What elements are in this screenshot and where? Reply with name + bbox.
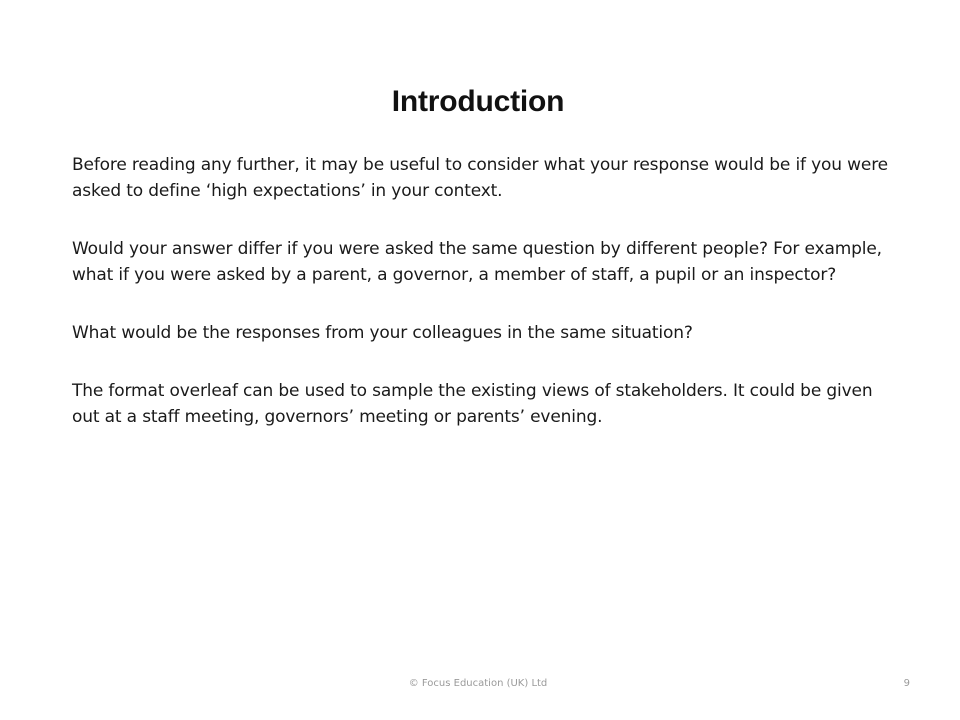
paragraph-format-overleaf: The format overleaf can be used to sample the existing views of stakeholders. It could be given out at a staff meeting, governors’ meeting or parents’ evening. [72,381,873,427]
copyright-footer: © Focus Education (UK) Ltd [408,678,548,689]
page-number: 9 [903,678,910,689]
page-title: Introduction [391,85,565,119]
paragraph-different-people: Would your answer differ if you were asked the same question by different people? For example, what if you were asked by a parent, a governor, a member of staff, a pupil or an inspector? [72,239,882,285]
slide-body [72,152,892,430]
paragraph-intro: Before reading any further, it may be useful to consider what your response would be if you were asked to define ‘high expectations’ in your context. [72,155,888,201]
paragraph-colleagues: What would be the responses from your colleagues in the same situation? [72,323,693,343]
